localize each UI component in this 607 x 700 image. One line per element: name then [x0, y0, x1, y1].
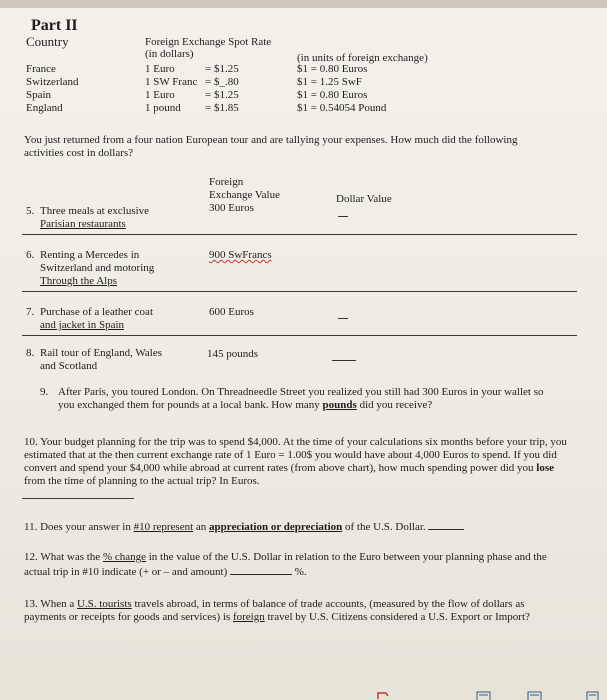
rate-country: Spain	[26, 89, 52, 101]
item-description-line1: Rail tour of England, Wales	[40, 347, 163, 359]
item-fx-value: 145 pounds	[207, 348, 259, 360]
question-text: an	[195, 521, 207, 533]
item-number: 8.	[26, 347, 35, 359]
rate-unit: 1 Euro	[145, 89, 175, 101]
question-emphasis: foreign	[232, 611, 265, 623]
item-number: 5.	[26, 205, 35, 217]
answer-blank[interactable]	[428, 519, 464, 530]
fx-value-header-line1: Foreign	[209, 176, 244, 188]
dollar-answer-blank[interactable]	[338, 318, 348, 319]
rate-country: Switzerland	[26, 76, 79, 88]
rate-unit: 1 Euro	[145, 63, 175, 75]
item-description-line2: Switzerland and motoring	[40, 262, 155, 274]
item-description-line1: Purchase of a leather coat	[40, 306, 153, 318]
item-number: 7.	[26, 306, 35, 318]
question-reference: #10 represent	[133, 521, 194, 533]
row-divider	[22, 335, 577, 336]
rate-dollars: = $_.80	[205, 76, 239, 88]
item-fx-value: 300 Euros	[209, 202, 254, 214]
spot-rate-header: Foreign Exchange Spot Rate	[145, 36, 272, 48]
rate-foreign: $1 = 0.80 Euros	[297, 63, 368, 75]
item-description-line2: and Scotland	[40, 360, 98, 372]
question-emphasis: U.S. tourists	[76, 598, 132, 610]
item-description-line1: Renting a Mercedes in	[40, 249, 140, 261]
row-divider	[22, 291, 577, 292]
page-top-edge	[0, 0, 607, 8]
part-heading: Part II	[31, 17, 78, 34]
item-fx-value: 600 Euros	[209, 306, 254, 318]
rate-foreign: $1 = 0.54054 Pound	[297, 102, 387, 114]
question-number: 12.	[24, 551, 38, 563]
row-divider	[22, 234, 577, 235]
question-number: 11.	[24, 521, 38, 533]
rate-unit: 1 pound	[145, 102, 181, 114]
question-text: Your budget planning for the trip was to spend $4,000. At the time of your calculations six months before your trip, you estimated that at the then current exchange rate of 1 Euro = 1.00$ you would have about 4,000 Euros to spend. If you did convert and spend your $4,000 while abroad at current rates (from above chart), how much spending power did you	[24, 436, 567, 474]
item-description-line1: Three meals at exclusive	[40, 205, 150, 217]
question-text: did you receive?	[359, 399, 433, 411]
item-description-line2: Parisian restaurants	[40, 218, 126, 230]
question-emphasis: appreciation or depreciation	[209, 521, 343, 533]
rate-dollars: = $1.25	[205, 63, 239, 75]
question-emphasis: % change	[102, 551, 146, 563]
question-text: from the time of planning to the actual trip? In Euros.	[24, 475, 260, 487]
question-10	[24, 436, 569, 488]
dollar-answer-blank[interactable]	[338, 216, 348, 217]
dollar-answer-blank[interactable]	[332, 360, 356, 361]
item-description-line2: and jacket in Spain	[40, 319, 125, 331]
fx-value-header-line2: Exchange Value	[209, 189, 280, 201]
question-text: What was the	[40, 551, 101, 563]
item-fx-value	[209, 249, 272, 262]
question-text: Does your answer in	[40, 521, 131, 533]
rate-dollars: = $1.25	[205, 89, 239, 101]
question-number: 10.	[24, 436, 38, 448]
pencil-icon	[374, 690, 398, 700]
question-text: travel by U.S. Citizens considered a U.S. Export or Import?	[267, 611, 530, 623]
question-number: 13.	[24, 598, 38, 610]
rate-unit: 1 SW Franc	[145, 76, 198, 88]
rate-country: England	[26, 102, 63, 114]
question-text: of the U.S. Dollar.	[345, 521, 426, 533]
question-number: 9.	[40, 386, 49, 398]
item-description-line3: Through the Alps	[40, 275, 117, 287]
question-text: After Paris, you toured London. On Threadneedle Street you realized you still had 300 Euros in your wallet so you exchanged them for pounds at a local bank. How many	[58, 386, 544, 411]
answer-blank[interactable]	[230, 564, 292, 575]
in-dollars-header: (in dollars)	[145, 48, 194, 60]
question-13	[24, 598, 569, 624]
question-11	[24, 519, 464, 534]
document-icon	[584, 690, 602, 700]
question-12	[24, 551, 569, 579]
item-fx-value-text: 900 SwFrancs	[209, 249, 272, 261]
intro-text: You just returned from a four nation European tour and are tallying your expenses. How much did the following activities cost in dollars?	[24, 134, 518, 159]
item-number: 6.	[26, 249, 35, 261]
document-icon	[525, 690, 545, 700]
rate-dollars: = $1.85	[205, 102, 239, 114]
rate-country: France	[26, 63, 56, 75]
question-9	[58, 386, 558, 412]
in-foreign-header: (in units of foreign exchange)	[297, 52, 428, 64]
rate-foreign: $1 = 0.80 Euros	[297, 89, 368, 101]
document-icon	[474, 690, 494, 700]
question-text: in the value of the U.S. Dollar in relation to the Euro between your planning phase and the actual trip in #10 indicate (+ or – and amount)	[24, 551, 547, 578]
question-emphasis: pounds	[322, 399, 357, 411]
country-column-header: Country	[26, 34, 69, 49]
question-emphasis: lose	[536, 462, 554, 474]
answer-line[interactable]	[22, 498, 134, 499]
dollar-value-header: Dollar Value	[336, 193, 392, 205]
question-text: travels abroad, in terms of balance of trade accounts, (measured by the flow of dollars as payments or receipts for goods and services) is	[24, 598, 525, 623]
question-suffix: %.	[294, 566, 307, 578]
question-text: When a	[40, 598, 75, 610]
rate-foreign: $1 = 1.25 SwF	[297, 76, 362, 88]
